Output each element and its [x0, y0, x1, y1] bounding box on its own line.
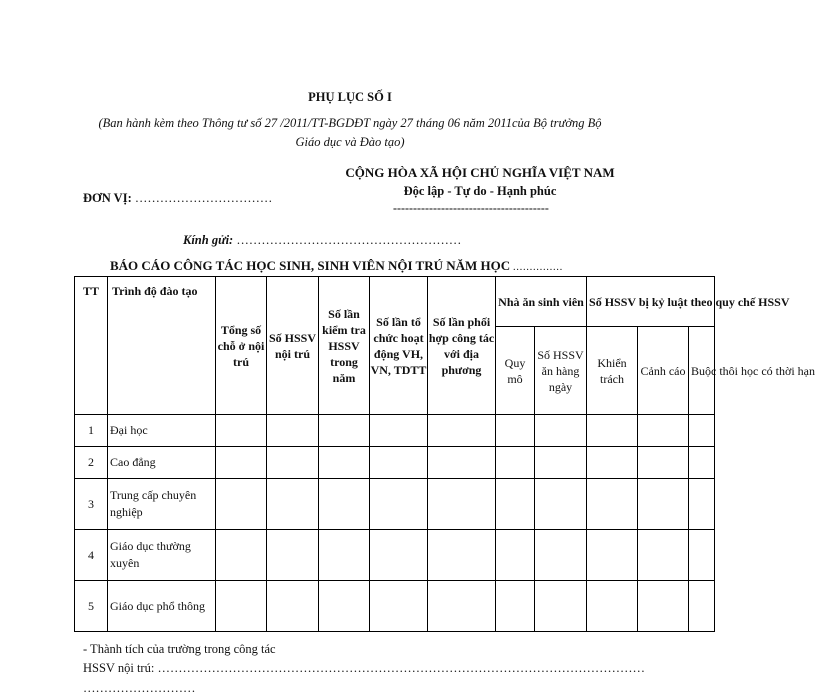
row-4-tt: 4	[75, 530, 108, 581]
header-level: Trình độ đào tạo	[108, 277, 216, 415]
row-3-level: Trung cấp chuyên nghiệp	[108, 479, 216, 530]
row-5-tt: 5	[75, 581, 108, 632]
header-warning: Cảnh cáo	[638, 327, 689, 415]
header-discipline: Số HSSV bị kỷ luật theo quy chế HSSV	[587, 277, 715, 327]
header-suspension: Buộc thôi học có thời hạn	[689, 327, 715, 415]
unit-fill: ……………………………	[131, 191, 273, 205]
achievement-note-fill: ………………………	[83, 681, 196, 695]
header-canteen: Nhà ăn sinh viên	[496, 277, 587, 327]
row-2-tt: 2	[75, 447, 108, 479]
header-coordination: Số lần phối hợp công tác với địa phương	[428, 277, 496, 415]
row-5-level: Giáo dục phổ thông	[108, 581, 216, 632]
header-reprimand: Khiển trách	[587, 327, 638, 415]
header-canteen-daily: Số HSSV ăn hàng ngày	[535, 327, 587, 415]
header-students: Số HSSV nội trú	[267, 277, 319, 415]
row-2-level: Cao đẳng	[108, 447, 216, 479]
recipient-line	[183, 233, 461, 248]
achievement-note: - Thành tích của trường trong công tác	[83, 642, 276, 656]
row-3-tt: 3	[75, 479, 108, 530]
recipient-fill: ………………………………………………	[233, 233, 462, 247]
unit-label: ĐƠN VỊ:	[83, 191, 132, 205]
row-1-level: Đại học	[108, 415, 216, 447]
header-canteen-scale: Quy mô	[496, 327, 535, 415]
header-tt: TT	[75, 277, 108, 415]
nation-name: CỘNG HÒA XÃ HỘI CHỦ NGHĨA VIỆT NAM	[345, 165, 615, 180]
header-capacity: Tổng số chỗ ở nội trú	[216, 277, 267, 415]
recipient-label: Kính gửi:	[183, 233, 234, 247]
report-table	[74, 276, 815, 632]
appendix-title: PHỤ LỤC SỐ I	[308, 90, 392, 104]
header-inspections: Số lần kiểm tra HSSV trong năm	[319, 277, 370, 415]
report-title-fill: ……………	[510, 262, 563, 273]
row-1-tt: 1	[75, 415, 108, 447]
report-title-text: BÁO CÁO CÔNG TÁC HỌC SINH, SINH VIÊN NỘI TRÚ NĂM HỌC	[110, 258, 511, 273]
nation-motto: Độc lập - Tự do - Hạnh phúc	[403, 184, 557, 198]
report-title	[110, 258, 563, 274]
achievement-note-cont: HSSV nội trú: ………………………………………………………………………………………………………	[83, 661, 645, 675]
appendix-subtitle: (Ban hành kèm theo Thông tư số 27 /2011/TT-BGDĐT ngày 27 tháng 06 năm 2011của Bộ trưởng Bộ Giáo dục và Đào tạo)	[98, 116, 602, 149]
motto-underline: ---------------------------------------	[393, 201, 549, 215]
row-4-level: Giáo dục thường xuyên	[108, 530, 216, 581]
header-activities: Số lần tổ chức hoạt động VH, VN, TDTT	[370, 277, 428, 415]
unit-line	[83, 191, 272, 206]
